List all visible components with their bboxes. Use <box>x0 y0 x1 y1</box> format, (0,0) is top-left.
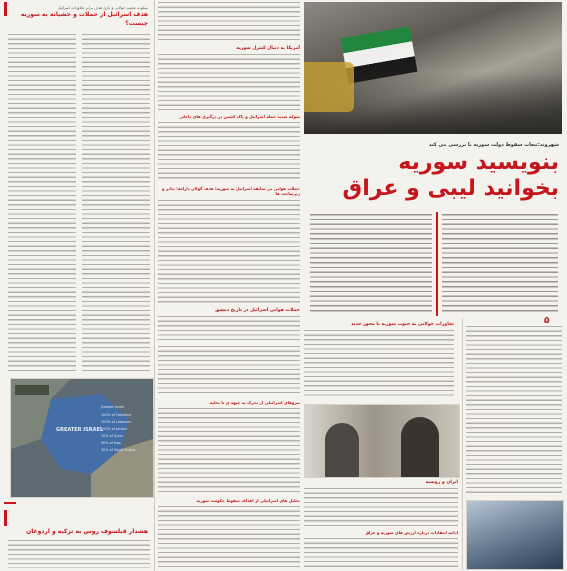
left-headline-1: هدف اسرائیل از حملات و حشیانه به سوریه <box>20 11 148 18</box>
left-bottom-headline: هشدار فیلسوف روس به ترکیه و اردوغان <box>26 528 148 535</box>
main-headline-2: بخوانید لیبی و عراق <box>342 176 559 201</box>
legend-item: 70% of Syria <box>101 434 123 438</box>
left-text-col-b <box>82 34 150 374</box>
red-corner-mid <box>4 502 16 504</box>
sidebar-text <box>466 326 562 494</box>
greater-israel-map <box>10 378 154 498</box>
left-text-col-a <box>8 34 76 374</box>
subhead-6: نیروهای اسرائیلی از تحرک به جبهه ی با تخلیه <box>209 400 300 405</box>
bottom-text-b <box>304 538 458 568</box>
legend-item: 100% of Palestine <box>101 413 132 417</box>
officials-photo <box>304 404 460 478</box>
bottom-text-a <box>158 506 300 568</box>
lead-rule <box>436 212 438 316</box>
subhead-8: تحلیل های اسرائیلی از اهداف سقوط حکومت سوریه <box>196 498 300 503</box>
text-block <box>158 122 300 182</box>
left-bottom-article <box>4 510 152 570</box>
sidebar-photo <box>466 500 564 570</box>
left-article <box>4 2 152 508</box>
legend-item: 50% of Iraq <box>101 441 121 445</box>
person-left <box>325 423 359 477</box>
legend-item: Greater Israel <box>101 405 125 409</box>
text-block <box>158 54 300 110</box>
side-note-mark: ۵ <box>544 316 550 326</box>
text-block <box>158 316 300 342</box>
mid-text-b <box>158 346 300 396</box>
lead-text <box>310 214 432 314</box>
main-headline-1: بنویسید سوریه <box>398 150 559 175</box>
mid-text-c <box>158 408 300 494</box>
subhead-9: ادامه انتقادات درباره ارزش های سوریه و عراق <box>365 530 458 535</box>
text-block <box>158 2 300 42</box>
subhead-7: ایران و روسیه <box>425 480 458 485</box>
mid-text-d <box>304 488 458 526</box>
center-top-text <box>158 2 300 342</box>
column-divider <box>154 0 155 571</box>
legend-item: 30% of Saudi Arabia <box>101 448 136 452</box>
subhead-3: حملات هوایی بی سابقه اسرائیل به سوریه؛ هدف گولان دارلعه؛ بنادر و زیرساخت ها <box>162 186 300 196</box>
text-block <box>158 200 300 304</box>
map-legend <box>101 405 149 452</box>
left-kicker: سکوت عجیب جولانی و بازی هدف برابر تجاوزات اسرائیل <box>57 5 148 10</box>
main-kicker: شهروند:تبعات سقوط دولت سوریه با بررسی می کند <box>428 142 559 148</box>
legend-item: 100% of Jordan <box>101 427 127 431</box>
left-headline-2: چیست؟ <box>125 20 148 27</box>
main-photo-syria <box>304 2 562 134</box>
subhead-1: آمریکا به دنبال کنترل سوریه <box>236 46 300 51</box>
sidebar-divider <box>462 318 463 570</box>
legend-item: 100% of Lebanon <box>101 420 131 424</box>
mid-text-a <box>304 330 454 398</box>
person-right <box>401 417 439 477</box>
red-corner-bottom <box>4 510 7 526</box>
left-bottom-text <box>8 540 150 568</box>
subhead-4: حملات هوایی اسرائیل در تاریخ دمشق <box>215 308 300 313</box>
lead-text-2 <box>442 214 558 314</box>
subhead-5: تجاوزات جولانی به جنوب سوریه با محور جدید <box>351 322 454 327</box>
map-label: GREATER ISRAEL <box>56 427 104 433</box>
subhead-2: شوکه شدید حمله اسرائیل و پاک کشتن در درگیری های داخلی <box>179 114 300 119</box>
vehicle <box>304 62 354 112</box>
